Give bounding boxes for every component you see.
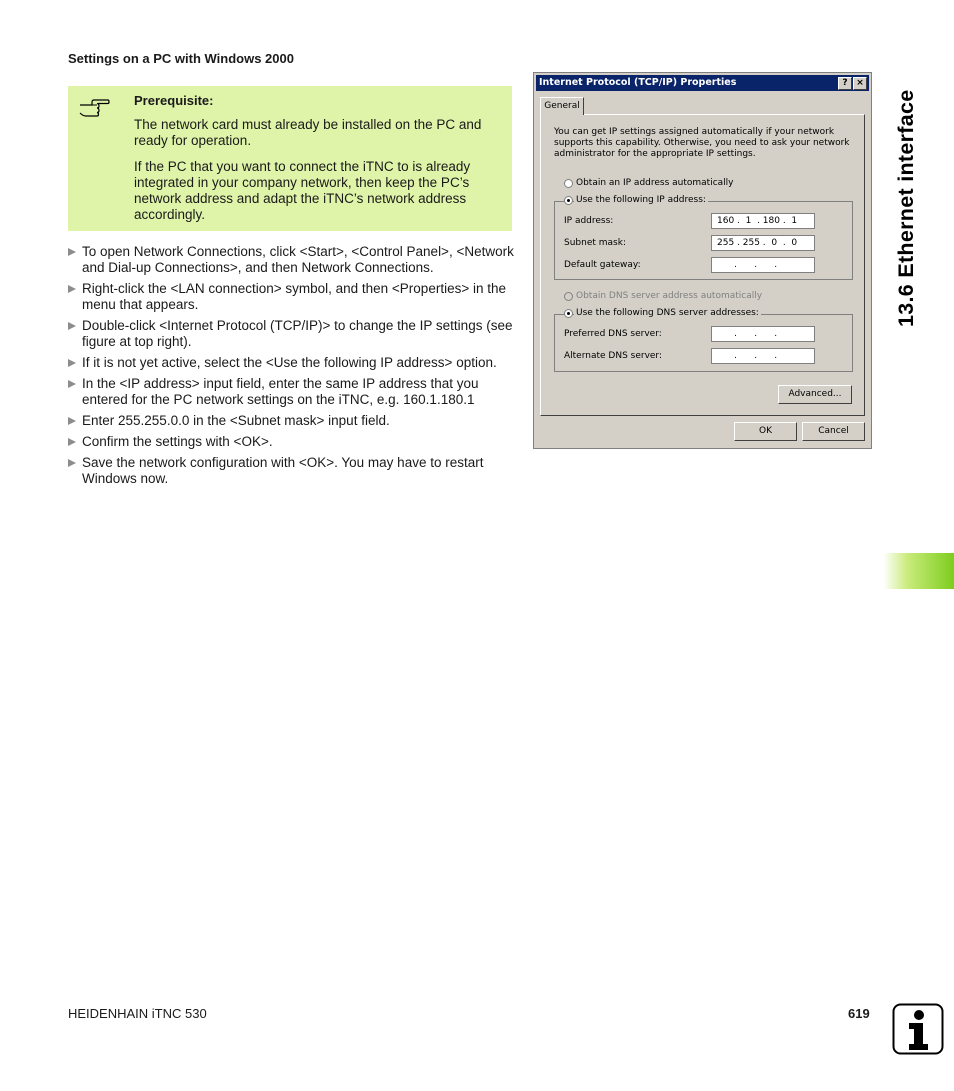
advanced-button[interactable]: Advanced... bbox=[778, 385, 852, 404]
close-button[interactable]: × bbox=[853, 77, 867, 90]
auto-ip-label[interactable]: Obtain an IP address automatically bbox=[576, 178, 734, 188]
steps-list bbox=[68, 244, 514, 492]
page-number: 619 bbox=[848, 1006, 870, 1021]
chapter-side-title: 13.6 Ethernet interface bbox=[894, 89, 918, 327]
bullet-triangle-icon bbox=[68, 438, 76, 446]
step-item: Enter 255.255.0.0 in the <Subnet mask> input field. bbox=[68, 413, 514, 429]
section-heading: Settings on a PC with Windows 2000 bbox=[68, 51, 294, 66]
help-button[interactable]: ? bbox=[838, 77, 852, 90]
preferred-dns-label: Preferred DNS server: bbox=[564, 329, 662, 339]
bullet-triangle-icon bbox=[68, 322, 76, 330]
bullet-triangle-icon bbox=[68, 417, 76, 425]
manual-dns-label[interactable]: Use the following DNS server addresses: bbox=[576, 308, 759, 318]
preferred-dns-field[interactable]: . . . bbox=[711, 326, 815, 342]
chapter-tab-marker bbox=[883, 553, 954, 589]
alternate-dns-field[interactable]: . . . bbox=[711, 348, 815, 364]
ip-address-label: IP address: bbox=[564, 216, 614, 226]
ok-button[interactable]: OK bbox=[734, 422, 797, 441]
manual-ip-radio[interactable] bbox=[564, 196, 573, 205]
subnet-mask-label: Subnet mask: bbox=[564, 238, 626, 248]
bullet-triangle-icon bbox=[68, 248, 76, 256]
auto-dns-radio[interactable] bbox=[564, 292, 573, 301]
ip-address-field[interactable]: 160 . 1 . 180 . 1 bbox=[711, 213, 815, 229]
tcpip-properties-dialog bbox=[533, 72, 872, 449]
note-title: Prerequisite: bbox=[134, 93, 214, 108]
manual-dns-radio[interactable] bbox=[564, 309, 573, 318]
step-item: Confirm the settings with <OK>. bbox=[68, 434, 514, 450]
subnet-mask-field[interactable]: 255 . 255 . 0 . 0 bbox=[711, 235, 815, 251]
note-paragraph: If the PC that you want to connect the iTNC to is already integrated in your company network, then keep the PC’s network address and adapt the iTNC’s network address accordingly. bbox=[134, 159, 471, 222]
bullet-triangle-icon bbox=[68, 359, 76, 367]
bullet-triangle-icon bbox=[68, 459, 76, 467]
auto-dns-label[interactable]: Obtain DNS server address automatically bbox=[576, 291, 763, 301]
auto-ip-radio[interactable] bbox=[564, 179, 573, 188]
prerequisite-note bbox=[68, 86, 512, 231]
default-gateway-field[interactable]: . . . bbox=[711, 257, 815, 273]
intro-text: You can get IP settings assigned automatically if your network supports this capability. Otherwise, you need to ask your network administrator for the appropriate IP settings. bbox=[554, 127, 850, 159]
step-item: In the <IP address> input field, enter the same IP address that you entered for the PC network settings on the iTNC, e.g. 160.1.180.1 bbox=[68, 376, 514, 408]
manual-ip-label[interactable]: Use the following IP address: bbox=[576, 195, 706, 205]
alternate-dns-label: Alternate DNS server: bbox=[564, 351, 663, 361]
step-item: If it is not yet active, select the <Use the following IP address> option. bbox=[68, 355, 514, 371]
step-item: Double-click <Internet Protocol (TCP/IP)> to change the IP settings (see figure at top right). bbox=[68, 318, 514, 350]
info-icon bbox=[892, 1003, 944, 1055]
footer-product: HEIDENHAIN iTNC 530 bbox=[68, 1006, 207, 1021]
dialog-title: Internet Protocol (TCP/IP) Properties bbox=[539, 77, 737, 88]
cancel-button[interactable]: Cancel bbox=[802, 422, 865, 441]
bullet-triangle-icon bbox=[68, 380, 76, 388]
default-gateway-label: Default gateway: bbox=[564, 260, 641, 270]
bullet-triangle-icon bbox=[68, 285, 76, 293]
step-item: Save the network configuration with <OK>. You may have to restart Windows now. bbox=[68, 455, 514, 487]
step-item: To open Network Connections, click <Start>, <Control Panel>, <Network and Dial-up Connections>, and then Network Connections. bbox=[68, 244, 514, 276]
pointing-hand-icon bbox=[78, 95, 110, 119]
dialog-titlebar[interactable] bbox=[536, 75, 869, 91]
note-paragraph: The network card must already be installed on the PC and ready for operation. bbox=[134, 117, 482, 148]
tab-general[interactable]: General bbox=[540, 97, 584, 115]
step-item: Right-click the <LAN connection> symbol, and then <Properties> in the menu that appears. bbox=[68, 281, 514, 313]
